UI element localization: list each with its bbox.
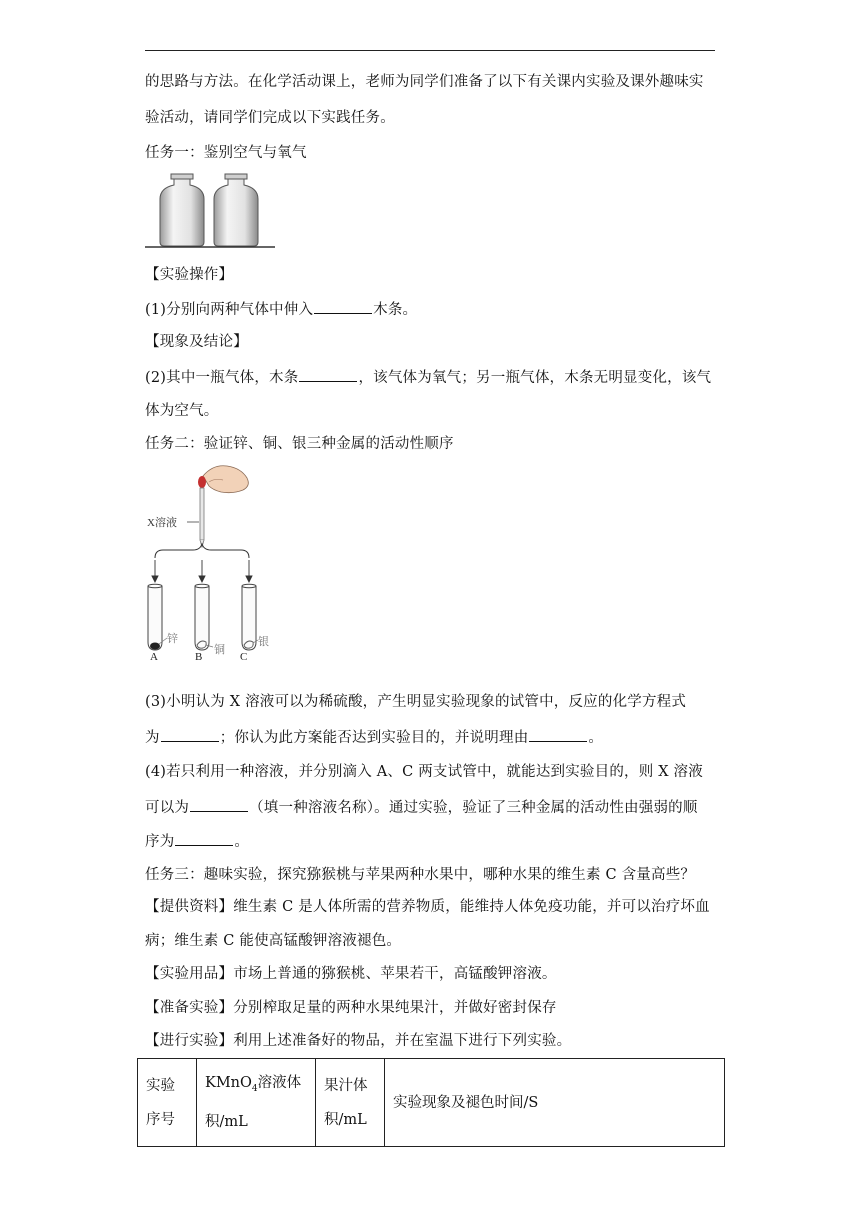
test-tube-figure [145,462,275,663]
hand-icon [203,466,248,493]
intro-line-2: 验活动，请同学们完成以下实践任务。 [145,110,395,126]
question-4-end: 序为 。 [145,831,249,852]
task3-heading: 任务三：趣味实验，探究猕猴桃与苹果两种水果中，哪种水果的维生素 C 含量高些？ [145,867,696,883]
question-4: (4)若只利用一种溶液，并分别滴入 A、C 两支试管中，就能达到实验目的，则 X 溶液 [145,764,703,780]
info-line-1: 【提供资料】维生素 C 是人体所需的营养物质，能维持人体免疫功能，并可以治疗坏血 [145,899,710,915]
tube-letter-c: C [240,651,248,663]
table-header-phenomenon: 实验现象及褪色时间/S [385,1059,725,1147]
task2-heading: 任务二：验证锌、铜、银三种金属的活动性顺序 [145,436,454,452]
tube-letter-a: A [150,651,158,663]
table-header-row [138,1059,725,1147]
gas-bottle-right [214,174,258,246]
tube-letter-b: B [195,651,203,663]
prep-line: 【准备实验】分别榨取足量的两种水果纯果汁，并做好密封保存 [145,1000,557,1016]
metal-label-silver: 银 [258,636,269,648]
dropper-icon [200,488,204,540]
question-3: (3)小明认为 X 溶液可以为稀硫酸，产生明显实验现象的试管中，反应的化学方程式 [145,694,687,710]
dropper-bulb-icon [198,476,206,488]
test-tube-b [195,584,209,650]
test-tube-c [242,584,256,650]
test-tube-a [148,584,162,650]
metal-label-copper: 铜 [214,644,225,656]
x-solution-label: X溶液 [147,517,177,529]
answer-blank-3b[interactable] [529,727,587,742]
answer-blank-4b[interactable] [175,831,233,846]
conclusion-heading: 【现象及结论】 [145,334,248,350]
question-2-cont: 体为空气。 [145,403,219,419]
task1-heading: 任务一：鉴别空气与氧气 [145,145,307,161]
answer-blank-4a[interactable] [190,797,248,812]
gas-bottle-left [160,174,204,246]
info-line-2: 病；维生素 C 能使高锰酸钾溶液褪色。 [145,933,402,949]
proceed-line: 【进行实验】利用上述准备好的物品，并在室温下进行下列实验。 [145,1033,572,1049]
metal-label-zinc: 锌 [167,633,178,645]
answer-blank-3a[interactable] [161,727,219,742]
intro-line-1: 的思路与方法。在化学活动课上，老师为同学们准备了以下有关课内实验及课外趣味实 [145,74,704,90]
question-1: (1)分别向两种气体中伸入 木条。 [145,299,417,320]
zinc-sample-icon [150,643,160,650]
materials-line: 【实验用品】市场上普通的猕猴桃、苹果若干，高锰酸钾溶液。 [145,966,557,982]
table-header-serial: 实验 序号 [138,1059,197,1147]
header-rule [145,50,715,51]
table-header-juice: 果汁体 积/mL [316,1059,385,1147]
gas-bottles-figure [145,170,275,250]
answer-blank-2[interactable] [299,367,357,382]
question-3-cont: 为 ；你认为此方案能否达到实验目的，并说明理由 。 [145,727,603,748]
operation-heading: 【实验操作】 [145,267,234,283]
question-4-cont: 可以为 （填一种溶液名称）。通过实验，验证了三种金属的活动性由强弱的顺 [145,797,698,818]
experiment-table [137,1058,725,1147]
table-header-kmno4: KMnO$_4$溶液体 积/mL [197,1059,316,1147]
question-2: (2)其中一瓶气体，木条 ，该气体为氧气；另一瓶气体，木条无明显变化，该气 [145,367,711,388]
answer-blank-1[interactable] [314,299,372,314]
